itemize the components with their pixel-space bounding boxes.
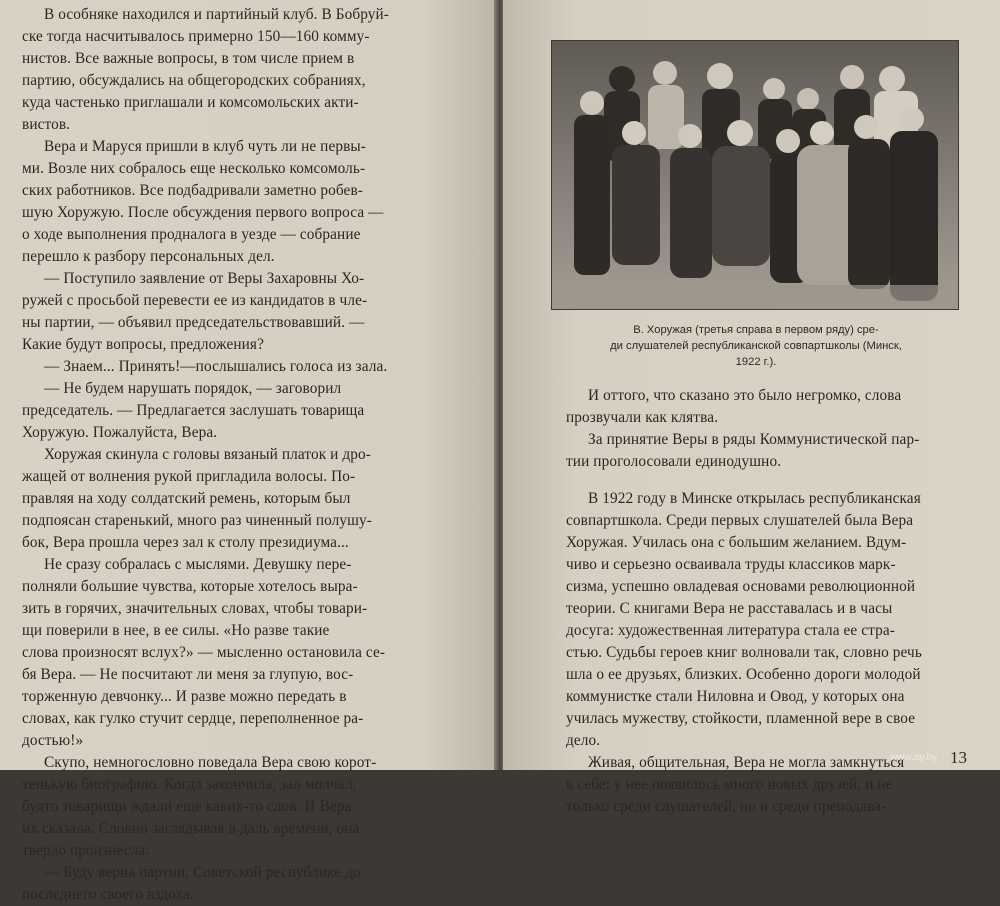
text-line: — Буду верна партии, Советской республике до [44,864,361,881]
caption-line: ди слушателей республиканской совпартшколы (Минск, [610,340,902,352]
text-line: дело. [566,732,601,749]
text-line: перешло к разбору персональных дел. [22,248,275,265]
text-line: — Знаем... Принять!—послышались голоса из зала. [44,358,388,375]
text-line: ске тогда насчитывалось примерно 150—160 комму- [22,28,370,45]
text-line: бя Вера. — Не посчитают ли меня за глупую, вос- [22,666,354,683]
text-line: торженную девчонку... И разве можно передать в [22,688,347,705]
text-line: нистов. Все важные вопросы, в том числе прием в [22,50,355,67]
text-line: подпоясан старенький, много раз чиненный полушу- [22,512,372,529]
text-line: словах, как гулко стучит сердце, переполненное ра- [22,710,364,727]
text-line: стью. Судьбы героев книг волновали так, словно речь [566,644,922,661]
text-line: вистов. [22,116,71,133]
text-line: досуга: художественная литература стала ее стра- [566,622,895,639]
text-line: куда частенько приглашали и комсомольских акти- [22,94,359,111]
text-line: достью!» [22,732,84,749]
text-line: будто товарищи ждали еще каких-то слов. И Вера [22,798,352,815]
text-line: Хоружая. Училась она с большим желанием. Вдум- [566,534,907,551]
watermark: www.ay.by [890,752,938,763]
text-line: В особняке находился и партийный клуб. В Бобруй- [44,6,389,23]
text-line: прозвучали как клятва. [566,409,719,426]
text-line: сизма, успешно овладевая основами революционной [566,578,916,595]
text-line: партию, обсуждались на общегородских собраниях, [22,72,366,89]
text-line: ми. Возле них собралось еще несколько комсомоль- [22,160,366,177]
text-line: Не сразу собралась с мыслями. Девушку пере- [44,556,352,573]
group-portrait-photo [551,40,959,310]
text-line: коммунистке стали Ниловна и Овод, у которых она [566,688,905,705]
text-line: ны партии, — объявил председательствовавший. — [22,314,365,331]
text-line: совпартшкола. Среди первых слушателей была Вера [566,512,914,529]
text-line: Живая, общительная, Вера не могла замкнуться [588,754,905,771]
right-page-text-block-1 [566,385,978,473]
text-line: тии проголосовали единодушно. [566,453,782,470]
photo-caption [536,322,976,370]
text-line: — Поступило заявление от Веры Захаровны Хо- [44,270,365,287]
text-line: последнего своего вздоха. [22,886,194,903]
text-line: правляя на ходу солдатский ремень, которым был [22,490,351,507]
text-line: жащей от волнения рукой пригладила волосы. По- [22,468,356,485]
text-line: бок, Вера прошла через зал к столу президиума... [22,534,349,551]
text-line: шла о ее друзьях, близких. Особенно дороги молодой [566,666,921,683]
text-line: твердо произнесла: [22,842,150,859]
text-line: училась мужеству, стойкости, пламенной вере в свое [566,710,916,727]
text-line: — Не будем нарушать порядок, — заговорил [44,380,342,397]
text-line: теории. С книгами Вера не расставалась и в часы [566,600,893,617]
text-line: зить в горячих, значительных словах, чтобы товари- [22,600,368,617]
page-number: 13 [950,748,967,767]
text-line: Скупо, немногословно поведала Вера свою корот- [44,754,377,771]
text-line: В 1922 году в Минске открылась республиканская [588,490,921,507]
text-line: щи поверили в нее, в ее силы. «Но разве такие [22,622,330,639]
text-line: только среди слушателей, но и среди преподава- [566,798,887,815]
text-line: Хоружую. Пожалуйста, Вера. [22,424,218,441]
text-line: ружей с просьбой перевести ее из кандидатов в чле- [22,292,368,309]
text-line: полняли большие чувства, которые хотелось выра- [22,578,358,595]
text-line: чиво и серьезно осваивала труды классиков марк- [566,556,896,573]
left-page [0,0,497,903]
photo-image [552,41,958,309]
text-line: председатель. — Предлагается заслушать товарища [22,402,365,419]
caption-line: 1922 г.). [735,356,777,368]
text-line: их сказала. Словно заглядывая в даль времени, она [22,820,360,837]
text-line: Вера и Маруся пришли в клуб чуть ли не первы- [44,138,366,155]
text-line: тенькую биографию. Когда закончила, зал молчал, [22,776,357,793]
text-line: шую Хоружую. После обсуждения первого вопроса — [22,204,384,221]
caption-line: В. Хоружая (третья справа в первом ряду) сре- [633,324,879,336]
text-line: слова произносят вслух?» — мысленно остановила се- [22,644,386,661]
text-line: Хоружая скинула с головы вязаный платок и дро- [44,446,371,463]
text-line: о ходе выполнения продналога в уезде — собрание [22,226,361,243]
text-line: в себе: у нее появилось много новых друзей, и не [566,776,893,793]
text-line: Какие будут вопросы, предложения? [22,336,264,353]
text-line: За принятие Веры в ряды Коммунистической пар- [588,431,920,448]
left-page-text [22,4,490,906]
text-line: И оттого, что сказано это было негромко, слова [588,387,902,404]
text-line: ских работников. Все подбадривали заметно робев- [22,182,363,199]
right-page [503,0,1000,815]
right-page-text-block-2 [566,488,978,818]
